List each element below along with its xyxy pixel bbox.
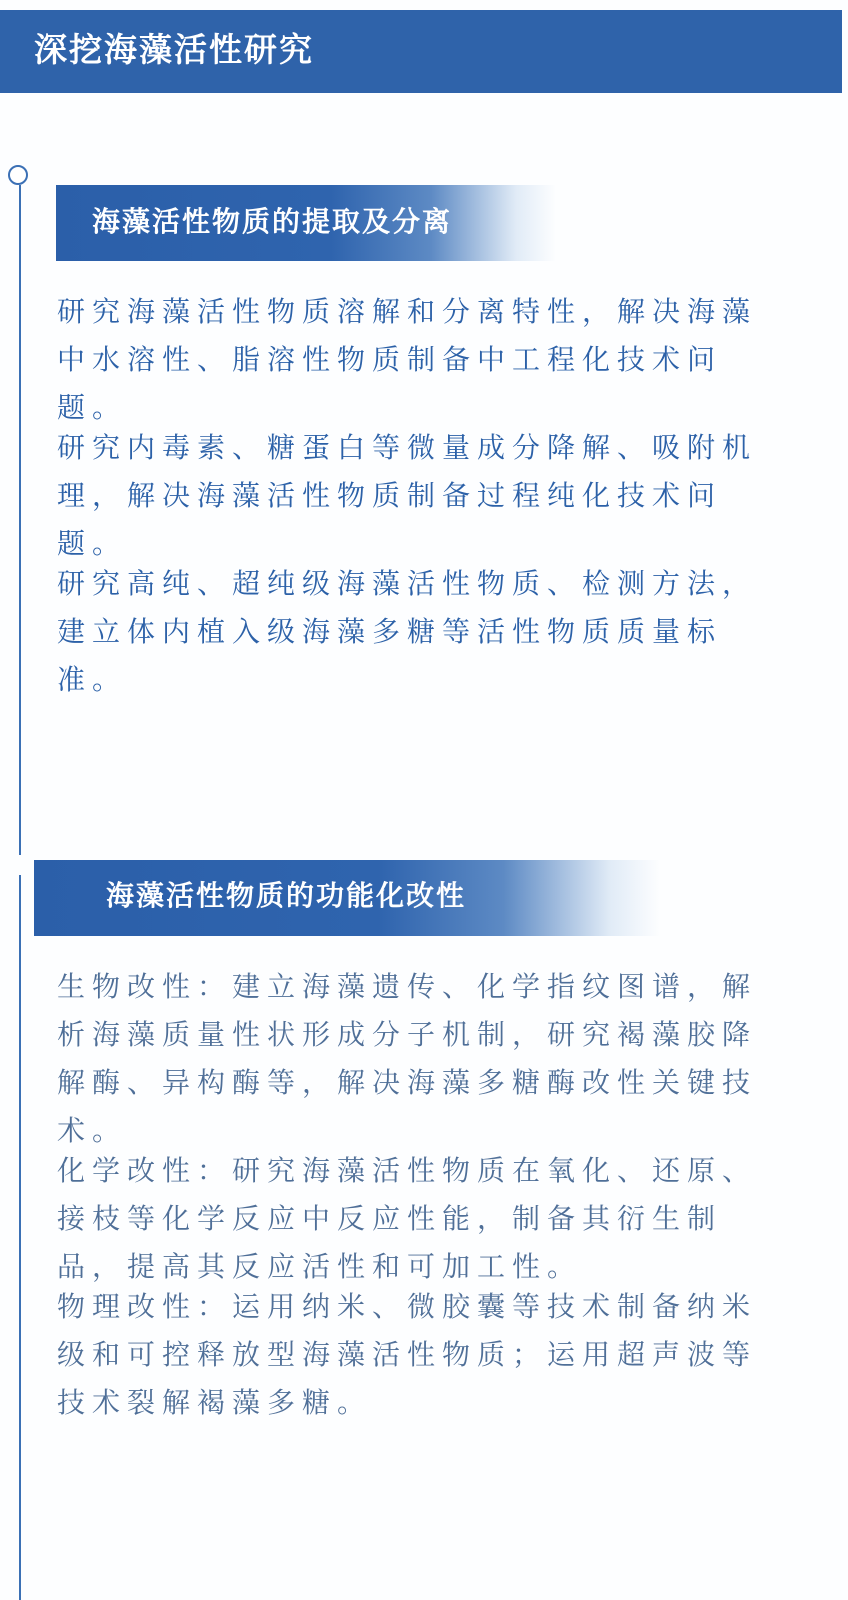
section-body bbox=[57, 288, 757, 704]
paragraph bbox=[57, 1283, 757, 1427]
section-banner-extraction bbox=[56, 185, 556, 261]
text-line: 理，解决海藻活性物质制备过程纯化技术问 bbox=[57, 479, 723, 512]
text-line: 物理改性：运用纳米、微胶囊等技术制备纳米 bbox=[57, 1290, 758, 1323]
text-line: 准。 bbox=[57, 663, 128, 696]
text-line: 题。 bbox=[57, 527, 128, 560]
text-line: 中水溶性、脂溶性物质制备中工程化技术问 bbox=[57, 343, 723, 376]
paragraph bbox=[57, 560, 757, 704]
timeline-line-lower bbox=[19, 875, 21, 1600]
text-line: 研究内毒素、糖蛋白等微量成分降解、吸附机 bbox=[57, 431, 758, 464]
text-line: 级和可控释放型海藻活性物质；运用超声波等 bbox=[57, 1338, 758, 1371]
text-line: 技术裂解褐藻多糖。 bbox=[57, 1386, 373, 1419]
section-body bbox=[57, 963, 757, 1427]
timeline-marker-icon bbox=[8, 165, 28, 185]
header-bar bbox=[0, 10, 842, 93]
text-line: 解酶、异构酶等，解决海藻多糖酶改性关键技 bbox=[57, 1066, 758, 1099]
text-line: 接枝等化学反应中反应性能，制备其衍生制 bbox=[57, 1202, 723, 1235]
section-banner-modification bbox=[34, 860, 660, 936]
paragraph bbox=[57, 1147, 757, 1291]
text-line: 研究高纯、超纯级海藻活性物质、检测方法， bbox=[57, 567, 758, 600]
page-title: 深挖海藻活性研究 bbox=[34, 30, 314, 69]
text-line: 题。 bbox=[57, 391, 128, 424]
paragraph bbox=[57, 424, 757, 568]
paragraph bbox=[57, 963, 757, 1155]
text-line: 研究海藻活性物质溶解和分离特性，解决海藻 bbox=[57, 295, 758, 328]
text-line: 品，提高其反应活性和可加工性。 bbox=[57, 1250, 583, 1283]
text-line: 建立体内植入级海藻多糖等活性物质质量标 bbox=[57, 615, 723, 648]
timeline-line-upper bbox=[19, 185, 21, 855]
text-line: 化学改性：研究海藻活性物质在氧化、还原、 bbox=[57, 1154, 758, 1187]
text-line: 生物改性：建立海藻遗传、化学指纹图谱，解 bbox=[57, 970, 758, 1003]
paragraph bbox=[57, 288, 757, 432]
section-title: 海藻活性物质的提取及分离 bbox=[92, 205, 453, 238]
text-line: 析海藻质量性状形成分子机制，研究褐藻胶降 bbox=[57, 1018, 758, 1051]
text-line: 术。 bbox=[57, 1114, 128, 1147]
section-title: 海藻活性物质的功能化改性 bbox=[106, 879, 467, 912]
